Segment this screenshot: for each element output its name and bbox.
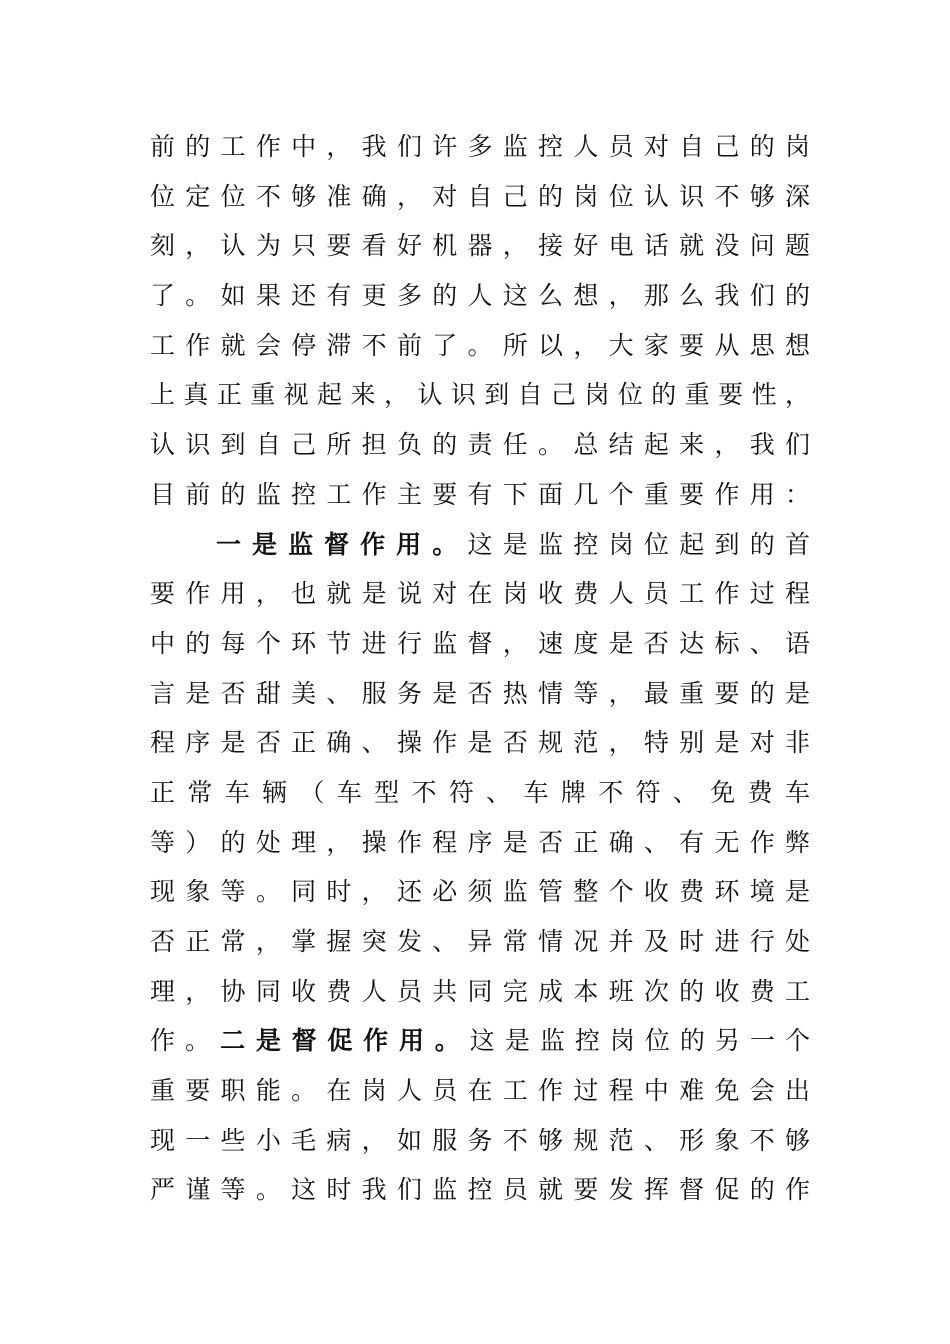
text-run: 这 是 监 控 岗 位 的 另 一 个 [469,1026,811,1056]
text-line: 刻 ， 认 为 只 要 看 好 机 器 ， 接 好 电 话 就 没 问 题 [150,231,810,261]
text-line: 理 ， 协 同 收 费 人 员 共 同 完 成 本 班 次 的 收 费 工 [150,976,810,1006]
text-line: 目 前 的 监 控 工 作 主 要 有 下 面 几 个 重 要 作 用 ： [150,479,810,509]
text-line: 现 一 些 小 毛 病 ， 如 服 务 不 够 规 范 、 形 象 不 够 [150,1125,810,1155]
text-line: 重 要 职 能 。 在 岗 人 员 在 工 作 过 程 中 难 免 会 出 [150,1076,810,1106]
section-heading-urging: 二 是 督 促 作 用 。 [220,1026,461,1056]
text-line: 程 序 是 否 正 确 、 操 作 是 否 规 范 ， 特 别 是 对 非 [150,728,810,758]
text-line: 等 ） 的 处 理 ， 操 作 程 序 是 否 正 确 、 有 无 作 弊 [150,827,810,857]
text-line: 工 作 就 会 停 滞 不 前 了 。 所 以 ， 大 家 要 从 思 想 [150,330,810,360]
text-run: 作 。 [150,1026,212,1056]
text-line: 上 真 正 重 视 起 来 ， 认 识 到 自 己 岗 位 的 重 要 性 ， [150,380,810,410]
text-line: 否 正 常 ， 掌 握 突 发 、 异 常 情 况 并 及 时 进 行 处 [150,927,810,956]
text-line: 中 的 每 个 环 节 进 行 监 督 ， 速 度 是 否 达 标 、 语 [150,628,810,658]
paragraph-first-line [150,520,810,570]
text-run: 这 是 监 控 岗 位 起 到 的 首 [467,529,810,559]
mixed-line [150,1016,810,1066]
text-line: 要 作 用 ， 也 就 是 说 对 在 岗 收 费 人 员 工 作 过 程 [150,579,810,609]
text-line: 认 识 到 自 己 所 担 负 的 责 任 。 总 结 起 来 ， 我 们 [150,430,810,460]
body-text [150,122,810,1215]
text-line: 言 是 否 甜 美 、 服 务 是 否 热 情 等 ， 最 重 要 的 是 [150,678,810,708]
section-heading-supervision: 一 是 监 督 作 用 。 [216,529,459,559]
text-line: 现 象 等 。 同 时 ， 还 必 须 监 管 整 个 收 费 环 境 是 [150,877,810,907]
text-line: 严 谨 等 。 这 时 我 们 监 控 员 就 要 发 挥 督 促 的 作 [150,1175,810,1205]
text-line: 前 的 工 作 中 ， 我 们 许 多 监 控 人 员 对 自 己 的 岗 [150,132,810,161]
text-line: 正 常 车 辆 （ 车 型 不 符 、 车 牌 不 符 、 免 费 车 [150,777,810,807]
text-line: 位 定 位 不 够 准 确 ， 对 自 己 的 岗 位 认 识 不 够 深 [150,181,810,211]
text-line: 了 。 如 果 还 有 更 多 的 人 这 么 想 ， 那 么 我 们 的 [150,281,810,311]
